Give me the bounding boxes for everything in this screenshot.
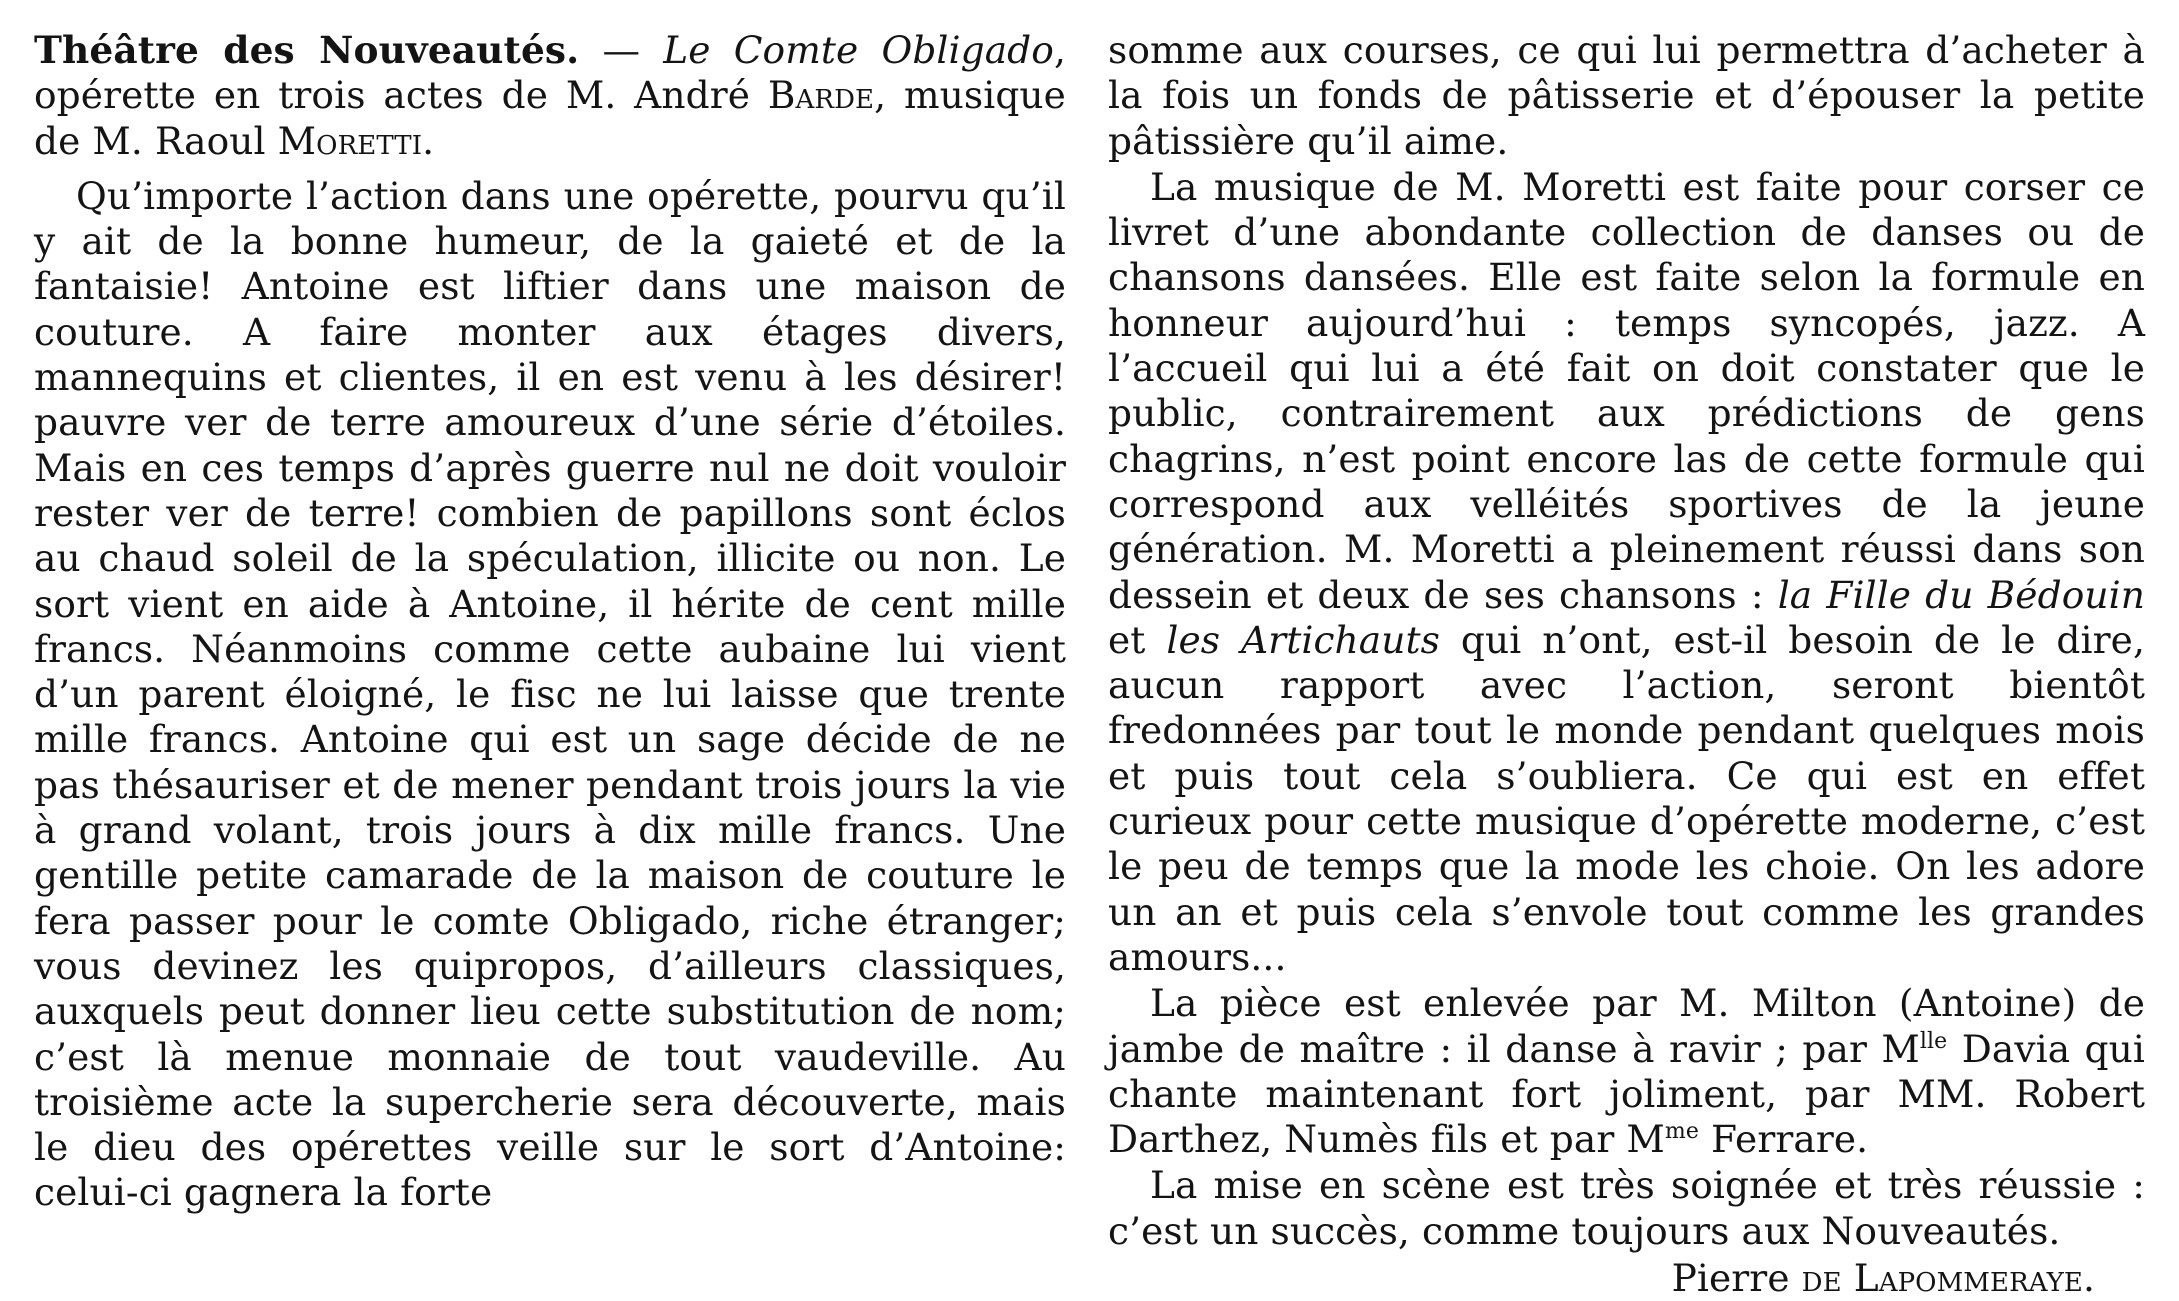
cast-text-b: Davia qui chante maintenant fort joliment, par MM. Robert Darthez, Numès fils et par M bbox=[1108, 1026, 2146, 1162]
left-column bbox=[34, 28, 1066, 1216]
signature-first-name: Pierre bbox=[1671, 1256, 1802, 1301]
librettist-name: Barde bbox=[767, 73, 875, 118]
paragraph-plot: Qu’importe l’action dans une opérette, pourvu qu’il y ait de la bonne humeur, de la gaieté et de la fantaisie! Antoine est liftier dans une maison de couture. A faire monter aux étages divers, mannequins et clientes, il en est venu à les désirer! pauvre ver de terre amoureux d’une série d’étoiles. Mais en ces temps d’après guerre nul ne doit vouloir rester ver de terre! combien de papillons sont éclos au chaud soleil de la spéculation, illicite ou non. Le sort vient en aide à Antoine, il hérite de cent mille francs. Néanmoins comme cette aubaine lui vient d’un parent éloigné, le fisc ne lui laisse que trente mille francs. Antoine qui est un sage décide de ne pas thésauriser et de mener pendant trois jours la vie à grand volant, trois jours à dix mille francs. Une gentille petite camarade de la maison de couture le fera passer pour le comte Obligado, riche étranger; vous devinez les quipropos, d’ailleurs classiques, auxquels peut donner lieu cette substitution de nom; c’est là menue monnaie de tout vaudeville. Au troisième acte la supercherie sera découverte, mais le dieu des opérettes veille sur le sort d’Antoine: celui-ci gagnera la forte bbox=[34, 173, 1066, 1215]
paragraph-plot-continued: somme aux courses, ce qui lui permettra d’acheter à la fois un fonds de pâtisserie et d’épouser la petite pâtissière qu’il aime. bbox=[1108, 28, 2145, 163]
signature-last-name: de Lapommeraye bbox=[1801, 1256, 2083, 1301]
song-title-les-artichauts: les Artichauts bbox=[1166, 617, 1441, 662]
play-title: Le Comte Obligado bbox=[663, 28, 1054, 72]
heading-dash: — bbox=[579, 28, 664, 72]
heading-desc-1: , opérette en trois actes de M. André bbox=[34, 28, 1066, 118]
theatre-name: Théâtre des Nouveautés. bbox=[34, 28, 580, 72]
right-column bbox=[1108, 28, 2145, 1301]
review-heading bbox=[34, 28, 1066, 164]
cast-text-a: La pièce est enlevée par M. Milton (Antoine) de jambe de maître : il danse à ravir ; par M bbox=[1108, 981, 2145, 1071]
song-title-fille-du-bedouin: la Fille du Bédouin bbox=[1777, 572, 2145, 617]
paragraph-cast bbox=[1108, 981, 2145, 1162]
music-text-b: qui n’ont, est-il besoin de le dire, aucun rapport avec l’action, seront bientôt fredonnées par tout le monde pendant quelques mois et puis tout cela s’oubliera. Ce qui est en effet curieux pour cette musique d’opérette moderne, c’est le peu de temps que la mode les choie. On les adore un an et puis cela s’envole tout comme les grandes amours... bbox=[1108, 617, 2145, 979]
cast-sup-lle: lle bbox=[1919, 1028, 1948, 1054]
paragraph-staging: La mise en scène est très soignée et très réussie : c’est un succès, comme toujours aux Nouveautés. bbox=[1108, 1163, 2145, 1253]
cast-sup-me: me bbox=[1664, 1119, 1699, 1145]
paragraph-music bbox=[1108, 165, 2145, 980]
signature-period: . bbox=[2082, 1256, 2095, 1301]
heading-desc-3: . bbox=[422, 118, 435, 163]
composer-name: Moretti bbox=[277, 118, 423, 163]
heading-desc-2: , musique de M. Raoul bbox=[34, 73, 1066, 163]
music-text-a: La musique de M. Moretti est faite pour corser ce livret d’une abondante collection de danses ou de chansons dansées. Elle est faite selon la formule en honneur aujourd’hui : temps syncopés, jazz. A l’accueil qui lui a été fait on doit constater que le public, contrairement aux prédictions de gens chagrins, n’est point encore las de cette formule qui correspond aux velléités sportives de la jeune génération. M. Moretti a pleinement réussi dans son dessein et deux de ses chansons : bbox=[1108, 164, 2145, 617]
music-text-and: et bbox=[1108, 617, 1167, 662]
cast-text-c: Ferrare. bbox=[1698, 1117, 1869, 1162]
author-signature bbox=[1108, 1256, 2145, 1301]
